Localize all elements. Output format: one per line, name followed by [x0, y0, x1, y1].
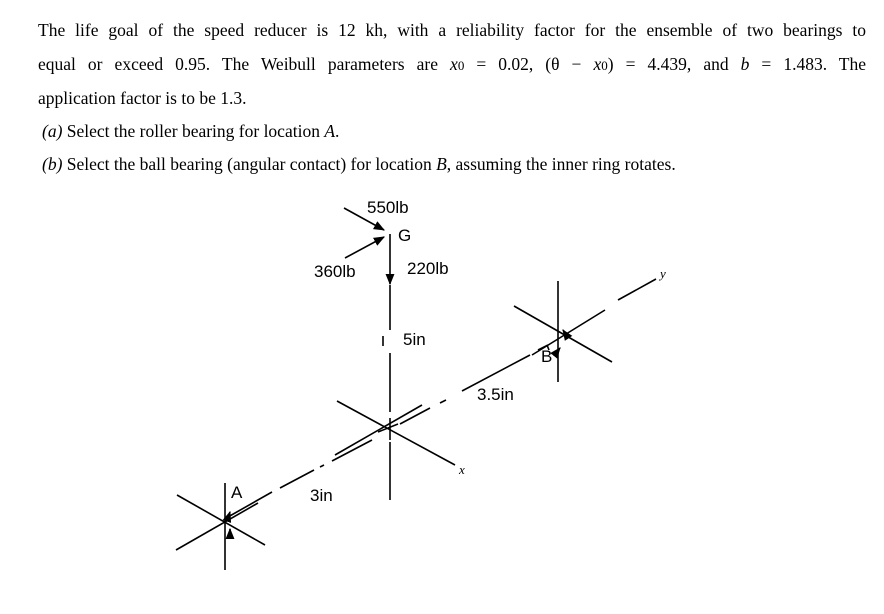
subscript-0-2: 0 — [601, 58, 608, 73]
bearing-a-crossbar — [176, 503, 258, 550]
dim-5in-label: 5in — [403, 330, 426, 349]
force-550-label: 550lb — [367, 198, 409, 217]
shaft-axis-dot — [320, 465, 324, 467]
line2-text-d: = 1.483. The — [749, 54, 867, 74]
line2-text-b: = 0.02, (θ − — [464, 54, 594, 74]
problem-line-1: The life goal of the speed reducer is 12 kh, with a reliability factor for the ensemble of two bearings to — [38, 20, 866, 40]
force-360-arrow — [345, 237, 384, 258]
dim-3in-label: 3in — [310, 486, 333, 505]
shaft-axis-segment — [280, 470, 314, 488]
bearing-a-arrow — [228, 512, 230, 518]
shaft-axis-segment — [332, 440, 372, 461]
gear-crossbar — [335, 405, 422, 455]
bearing-a-label: A — [231, 483, 243, 502]
subscript-0: 0 — [457, 58, 465, 73]
part-a-text: Select the roller bearing for location — [62, 121, 325, 141]
shaft-axis-segment — [400, 408, 430, 424]
point-g-label: G — [398, 226, 412, 245]
part-b-end: , assuming the inner ring rotates. — [446, 154, 676, 174]
axis-y-label: y — [660, 266, 666, 281]
var-x-2: x — [593, 54, 602, 74]
var-b: b — [740, 54, 750, 74]
part-a-label: (a) — [42, 121, 63, 141]
force-220-label: 220lb — [407, 259, 449, 278]
shaft-axis-dot — [440, 400, 446, 403]
line2-text-c: ) = 4.439, and — [607, 54, 741, 74]
problem-line-3: application factor is to be 1.3. — [38, 88, 247, 108]
dim-3-5in-label: 3.5in — [477, 385, 514, 404]
force-360-label: 360lb — [314, 262, 356, 281]
line2-text-a: equal or exceed 0.95. The Weibull parameters are — [38, 54, 451, 74]
var-x: x — [450, 54, 458, 74]
gear-crossbar — [337, 401, 455, 465]
bearing-a-crossbar — [177, 495, 265, 545]
part-a-end: . — [335, 121, 340, 141]
part-b-label: (b) — [42, 154, 63, 174]
part-b-text: Select the ball bearing (angular contact) for location — [62, 154, 437, 174]
part-b-var: B — [436, 154, 447, 174]
bearing-b-label: B — [541, 347, 553, 366]
part-a-var: A — [324, 121, 336, 141]
y-axis-line — [618, 279, 656, 300]
axis-x-label: x — [459, 462, 465, 477]
